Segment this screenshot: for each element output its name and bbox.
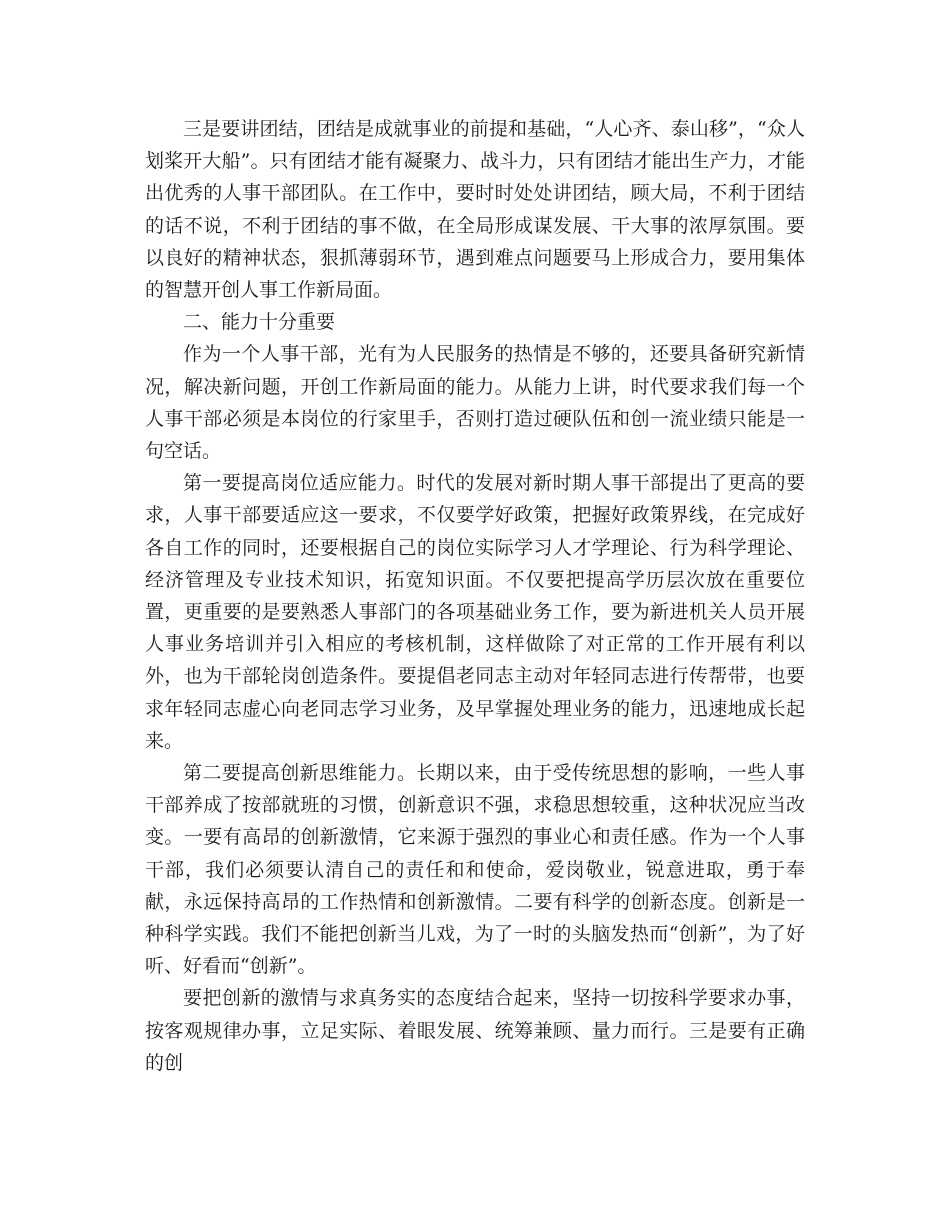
section-heading-ability: 二、能力十分重要 xyxy=(183,311,336,334)
paragraph-post-adaptation: 第一要提高岗位适应能力。时代的发展对新时期人事干部提出了更高的要求，人事干部要适应这一要求，不仅要学好政策，把握好政策界线，在完成好各自工作的同时，还要根据自己的岗位实际学习人才学理论、行为科学理论、经济管理及专业技术知识，拓宽知识面。不仅要把提高学历层次放在重要位置，更重要的是要熟悉人事部门的各项基础业务工作，要为新进机关人员开展人事业务培训并引入相应的考核机制，这样做除了对正常的工作开展有利以外，也为干部轮岗创造条件。要提倡老同志主动对年轻同志进行传帮带，也要求年轻同志虚心向老同志学习业务，及早掌握处理业务的能力，迅速地成长起来。 xyxy=(145,472,805,752)
document-body xyxy=(145,113,805,1079)
paragraph-innovation-attitude: 要把创新的激情与求真务实的态度结合起来，坚持一切按科学要求办事，按客观规律办事，立足实际、着眼发展、统筹兼顾、量力而行。三是要有正确的创 xyxy=(145,987,805,1074)
paragraph-unity: 三是要讲团结，团结是成就事业的前提和基础，“人心齐、泰山移”，“众人划桨开大船”。只有团结才能有凝聚力、战斗力，只有团结才能出生产力，才能出优秀的人事干部团队。在工作中，要时时处处讲团结，顾大局，不利于团结的话不说，不利于团结的事不做，在全局形成谋发展、干大事的浓厚氛围。要以良好的精神状态，狠抓薄弱环节，遇到难点问题要马上形成合力，要用集体的智慧开创人事工作新局面。 xyxy=(145,118,805,302)
paragraph-ability-intro: 作为一个人事干部，光有为人民服务的热情是不够的，还要具备研究新情况，解决新问题，开创工作新局面的能力。从能力上讲，时代要求我们每一个人事干部必须是本岗位的行家里手，否则打造过硬队伍和创一流业绩只能是一句空话。 xyxy=(145,343,805,463)
paragraph-innovative-thinking: 第二要提高创新思维能力。长期以来，由于受传统思想的影响，一些人事干部养成了按部就班的习惯，创新意识不强，求稳思想较重，这种状况应当改变。一要有高昂的创新激情，它来源于强烈的事业心和责任感。作为一个人事干部，我们必须要认清自己的责任和和使命，爱岗敬业，锐意进取，勇于奉献，永远保持高昂的工作热情和创新激情。二要有科学的创新态度。创新是一种科学实践。我们不能把创新当儿戏，为了一时的头脑发热而“创新”，为了好听、好看而“创新”。 xyxy=(145,762,805,978)
